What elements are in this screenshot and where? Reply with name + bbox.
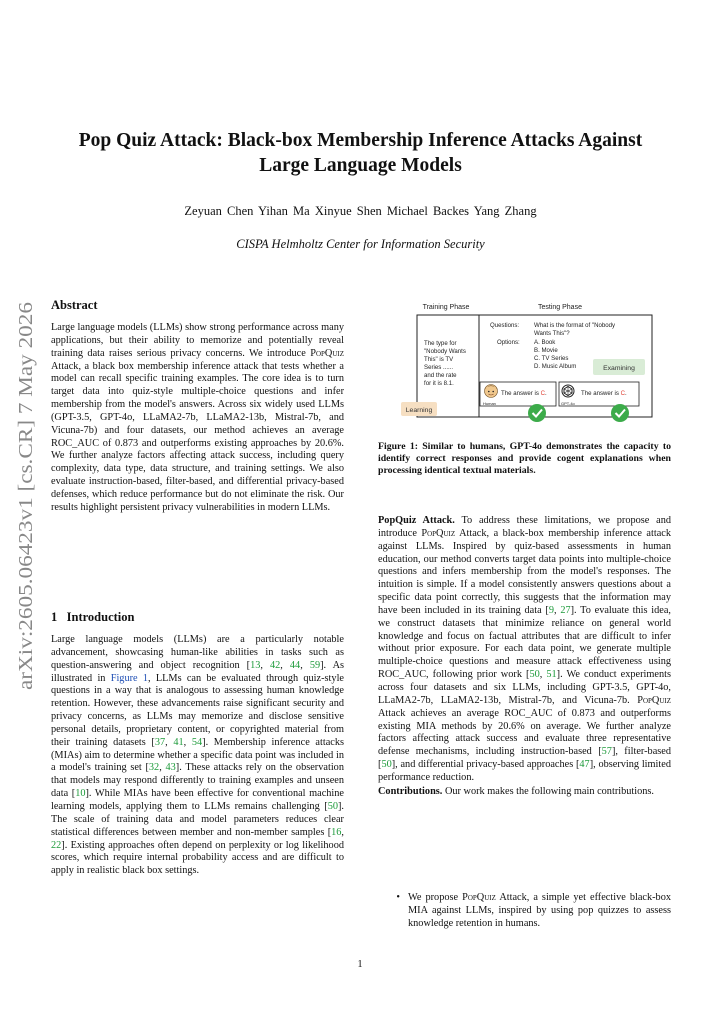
intro-text: , LLMs can be evaluated through quiz-style questions in a way that is analogous to assessing human knowledge retention. However, these advancements raise significant security and privacy concerns, as LLMs may memorize and disclose sensitive personal details, proprietary content, or copyrighted material from their training datasets [ [51,672,344,748]
abstract-text: Large language models (LLMs) show strong performance across many applications, but their ability to memorize and potentially reveal training data raises serious privacy concerns. We introduce [51,322,344,359]
citation-link[interactable]: 54 [191,736,203,748]
human-answer-text: The answer is C. [501,390,547,397]
figure-1 [400,298,684,433]
contribution-list [378,892,671,931]
citation-link[interactable]: 59 [309,659,321,671]
paper-title-line-2: Large Language Models [259,155,462,176]
citation-link[interactable]: 51 [546,669,557,681]
citation-link[interactable]: 27 [560,604,571,616]
body-text: To address these limitations, we propose and introduce [378,515,671,539]
citation-link[interactable]: 42 [270,659,281,671]
citation-link[interactable]: 13 [250,659,261,671]
examining-label: Examining [603,365,635,372]
list-item-text: We propose PopQuiz Attack, a simple yet effective black-box MIA against LLMs, inspired by using pop quizzes to assess knowledge retention in humans. [408,892,671,929]
testing-phase-label: Testing Phase [538,304,582,311]
gpt-label: GPT-4o [561,401,575,406]
citation-link[interactable]: 50 [529,669,540,681]
learning-label: Learning [405,407,433,414]
right-column-body: PopQuiz Attack. To address these limitations, we propose and introduce PopQuiz Attack, a black-box membership inference attack against LLMs. Inspired by quiz-based assessments in human education, our method converts target data points into multiple-choice questions and infers membership from the model's responses. The intuition is simple. If a model consistently answers questions about a specific data point correctly, this suggests that the information may have been included in its training data [9, 27]. To evaluate this idea, we construct datasets that minimize reliance on general world knowledge and focus on factual attributes that are difficult to infer without prior exposure. For each data point, we generate multiple multiple-choice questions and measure attack effectiveness using ROC_AUC, following prior work [50, 51]. We conduct experiments across four datasets and six LLMs, including GPT-3.5, GPT-4o, LLaMA2-7b, LLaMA2-13b, Mistral-7b, and Vicuna-7b. PopQuiz Attack achieves an average ROC_AUC of 0.873 and outperforms existing MIA methods by 20.6% on average. We further analyze factors affecting attack success and evaluate three representative defense mechanisms, including instruction-based [57], filter-based [50], and differential privacy-based approaches [47], observing limited performance reduction. Contributions. Our work makes the following main contributions. [378,515,671,797]
citation-link[interactable]: 10 [75,788,86,800]
question-text-line: What is the format of "Nobody [534,322,616,329]
list-item [378,892,671,931]
training-text [424,340,466,387]
popquiz-name: PopQuiz [637,694,671,706]
citation-link[interactable]: 57 [601,746,612,758]
training-text-line: for it is 8.1. [424,380,454,387]
body-text: ], and differential privacy-based approaches [ [391,759,580,771]
figure-reference-link[interactable]: Figure 1 [110,672,149,684]
citation-link[interactable]: 50 [381,759,392,771]
citation-link[interactable]: 50 [327,800,338,812]
popquiz-name: PopQuiz [421,527,456,539]
citation-link[interactable]: 9 [548,604,554,616]
intro-text: ]. While MIAs have been effective for conventional machine learning models, applying them to LLMs remains challenging [ [51,788,345,812]
citation-link[interactable]: 43 [165,762,176,774]
citation-link[interactable]: 44 [289,659,301,671]
authors: Zeyuan Chen Yihan Ma Xinyue Shen Michael Backes Yang Zhang [184,204,537,218]
option-b: B. Movie [534,347,558,354]
human-label: Human [483,401,496,406]
body-text: ]. To evaluate this idea, we construct datasets that minimize reliance on general world knowledge and focus on factual attributes that are difficult to infer without prior exposure. For each data point, we generate multiple multiple-choice questions and measure attack effectiveness using ROC_AUC, following prior work [ [378,604,671,681]
body-text: ], observing limited performance reduction. [378,759,671,783]
training-text-line: and the rate [424,372,457,379]
openai-logo-icon [562,385,574,397]
abstract-text: Attack, a black box membership inference attack that tests whether a model can recall specific training examples. The core idea is to turn target data into quiz-style multiple-choice questions and infer membership from the model's answers. Across six widely used LLMs (GPT-3.5, GPT-4o, LLaMA2-7b, LLaMA2-13b, Mistral-7b, and Vicuna-7b) and four datasets, our method achieves an average ROC_AUC of 0.873 and outperforms existing approaches by 20.6%. We further analyze factors affecting attack success, including query complexity, data type, data structure, and training settings. We also evaluate instruction-based, filter-based, and differential privacy-based defenses, which reduce performance but do not eliminate the risk. Our results highlight persistent privacy vulnerabilities in modern LLMs. [51,360,344,513]
intro-text: ]. Membership inference attacks (MIAs) aim to determine whether a specific data point was included in a model's training set [ [51,736,344,774]
arxiv-stamp-text: arXiv:2605.06423v1 [cs.CR] 7 May 2026 [15,355,37,690]
page-number: 1 [357,959,363,970]
option-d: D. Music Album [534,363,577,370]
intro-text: Large language models (LLMs) are a particularly notable advancement, showcasing human-like abilities in tasks such as question-answering and object recognition [ [51,634,344,671]
gpt-check-icon [611,404,629,422]
affiliation: CISPA Helmholtz Center for Information Security [236,237,485,251]
body-text: ]. We conduct experiments across four datasets and six LLMs, including GPT-3.5, GPT-4o, LLaMA2-7b, LLaMA2-13b, Mistral-7b, and Vicuna-7b. [378,669,671,706]
abstract-heading: Abstract [51,298,98,312]
citation-link[interactable]: 32 [148,762,160,774]
citation-link[interactable]: 22 [51,839,62,851]
body-text: ], filter-based [ [378,746,671,771]
abstract-body [51,322,344,515]
human-icon [485,385,498,398]
section-heading-introduction: 1 Introduction [51,610,135,624]
training-text-line: "Nobody Wants [424,348,466,355]
paragraph-run-in: Contributions. [378,785,443,797]
training-phase-label: Training Phase [422,304,470,311]
questions-label: Questions: [490,322,520,329]
intro-text: ]. These attacks rely on the observation that models may respond differently to training examples and unseen data [ [51,762,344,800]
arxiv-stamp [8,300,40,690]
paper-title [40,128,681,178]
intro-text: ]. Existing approaches often depend on perplexity or log likelihood scores, which require internal probability access and are difficult to apply in realistic black box settings. [51,839,344,877]
question-text-line: Wants This"? [534,330,570,337]
figure-1-diagram [400,298,684,433]
human-check-icon [528,404,546,422]
popquiz-name: PopQuiz [462,892,496,903]
options-label: Options: [497,339,520,346]
training-text-line: This" is TV [424,356,454,363]
citation-link[interactable]: 47 [579,759,590,771]
option-a: A. Book [534,339,556,346]
paper-title-line-1: Pop Quiz Attack: Black-box Membership Inference Attacks Against [78,130,643,151]
option-c: C. TV Series [534,355,569,362]
figure-1-caption: Figure 1: Similar to humans, GPT-4o demonstrates the capacity to identify correct responses and provide cogent explanations when processing identical textual materials. [378,441,671,477]
paragraph-run-in: PopQuiz Attack. [378,515,455,526]
training-text-line: Series ...... [424,364,454,371]
body-text: Attack, a black-box membership inference attack against LLMs. Inspired by quiz-based assessments in human education, our method converts target data points into multiple-choice questions and infers membership from the model's responses. The intuition is simple. If a model consistently answers questions about a specific data point correctly, this suggests that the information may have been included in its training data [ [378,527,671,616]
intro-text: ]. The scale of training data and model parameters reduces clear statistical differences between member and non-member samples [ [51,800,344,838]
introduction-body: Large language models (LLMs) are a particularly notable advancement, showcasing human-like abilities in tasks such as question-answering and object recognition [13, 42, 44, 59]. As illustrated in Figure 1, LLMs can be evaluated through quiz-style questions in a way that is analogous to assessing human knowledge retention. However, these advancements raise significant security and privacy concerns, as LLMs may memorize and disclose sensitive personal details, proprietary content, or copyrighted material from their training datasets [37, 41, 54]. Membership inference attacks (MIAs) aim to determine whether a specific data point was included in a model's training set [32, 43]. These attacks rely on the observation that models may respond differently to training examples and unseen data [10]. While MIAs have been effective for conventional machine learning models, applying them to LLMs remains challenging [50]. The scale of training data and model parameters reduces clear statistical differences between member and non-member samples [16, 22]. Existing approaches often depend on perplexity or log likelihood scores, which require internal probability access and are difficult to apply in realistic black box settings. [51,634,345,877]
body-text: Attack achieves an average ROC_AUC of 0.873 and outperforms existing MIA methods by 20.6% on average. We further analyze factors affecting attack success and evaluate three representative defense mechanisms, including instruction-based [ [378,707,671,758]
citation-link[interactable]: 41 [173,736,184,748]
citation-link[interactable]: 16 [331,826,342,838]
citation-link[interactable]: 37 [154,736,166,748]
intro-text: ]. As illustrated in [51,659,345,684]
body-text: Our work makes the following main contributions. [442,785,654,797]
training-text-line: The type for [424,340,457,347]
gpt-answer-text: The answer is C. [581,390,627,397]
popquiz-name: PopQuiz [310,347,344,359]
bullet-icon: • [396,892,400,903]
